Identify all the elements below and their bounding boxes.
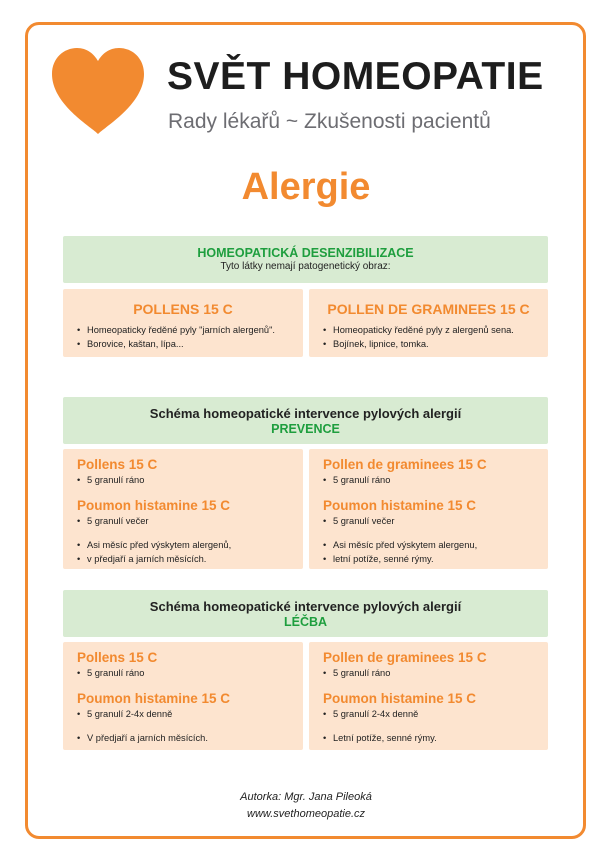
dose-list — [77, 514, 303, 528]
dose-item: • 5 granulí ráno — [77, 666, 303, 680]
dose-list — [323, 514, 548, 528]
footer-url[interactable]: www.svethomeopatie.cz — [247, 808, 365, 820]
footer-author: Autorka: Mgr. Jana Pileoká — [240, 791, 372, 803]
dose-list — [77, 666, 303, 680]
desensitization-subtitle: Tyto látky nemají patogenetický obraz: — [220, 261, 391, 272]
note-item: • v předjaří a jarních měsících. — [77, 552, 303, 566]
drug-name: Pollen de graminees 15 C — [323, 457, 487, 472]
notes-list — [323, 731, 548, 745]
note-item: • Asi měsíc před výskytem alergenu, — [323, 538, 548, 552]
notes-list — [77, 538, 303, 566]
card-bullets — [77, 323, 303, 351]
treatment-card-pollens — [63, 642, 303, 750]
dose-item: • 5 granulí 2-4x denně — [77, 707, 303, 721]
drug-name: Poumon histamine 15 C — [77, 691, 231, 706]
drug-name: Poumon histamine 15 C — [77, 498, 231, 513]
page-title: Alergie — [241, 166, 371, 208]
dose-list — [323, 473, 548, 487]
prevention-card-pollens — [63, 449, 303, 569]
card-title: POLLENS 15 C — [133, 301, 233, 317]
note-item: • Letní potíže, senné rýmy. — [323, 731, 548, 745]
bullet-item: • Homeopaticky ředěné pyly "jarních alergenů". — [77, 323, 303, 337]
brand-subtitle: Rady lékařů ~ Zkušenosti pacientů — [168, 110, 491, 133]
prevention-label: PREVENCE — [271, 422, 340, 436]
dose-item: • 5 granulí ráno — [323, 473, 548, 487]
note-item: • Asi měsíc před výskytem alergenů, — [77, 538, 303, 552]
note-item: • V předjaří a jarních měsících. — [77, 731, 303, 745]
dose-item: • 5 granulí večer — [323, 514, 548, 528]
desensitization-card-graminees — [309, 289, 548, 357]
dose-item: • 5 granulí ráno — [77, 473, 303, 487]
notes-list — [77, 731, 303, 745]
treatment-label: LÉČBA — [283, 615, 328, 629]
prevention-header — [63, 397, 548, 444]
desensitization-title: HOMEOPATICKÁ DESENZIBILIZACE — [197, 246, 414, 260]
drug-name: Pollens 15 C — [77, 457, 158, 472]
bullet-item: • Bojínek, lipnice, tomka. — [323, 337, 548, 351]
dose-list — [323, 707, 548, 721]
dose-list — [77, 473, 303, 487]
drug-name: Poumon histamine 15 C — [323, 691, 477, 706]
notes-list — [323, 538, 548, 566]
dose-item: • 5 granulí večer — [77, 514, 303, 528]
desensitization-card-pollens — [63, 289, 303, 357]
treatment-card-graminees — [309, 642, 548, 750]
brand-title: SVĚT HOMEOPATIE — [167, 55, 544, 98]
prevention-title: Schéma homeopatické intervence pylových alergií — [149, 406, 462, 421]
note-item: • letní potíže, senné rýmy. — [323, 552, 548, 566]
bullet-item: • Borovice, kaštan, lípa... — [77, 337, 303, 351]
treatment-header — [63, 590, 548, 637]
card-title: POLLEN DE GRAMINEES 15 C — [327, 301, 530, 317]
treatment-title: Schéma homeopatické intervence pylových alergií — [149, 599, 462, 614]
drug-name: Pollen de graminees 15 C — [323, 650, 487, 665]
prevention-card-graminees — [309, 449, 548, 569]
drug-name: Poumon histamine 15 C — [323, 498, 477, 513]
dose-item: • 5 granulí ráno — [323, 666, 548, 680]
drug-name: Pollens 15 C — [77, 650, 158, 665]
dose-list — [77, 707, 303, 721]
bullet-item: • Homeopaticky ředěné pyly z alergenů sena. — [323, 323, 548, 337]
dose-item: • 5 granulí 2-4x denně — [323, 707, 548, 721]
heart-icon — [50, 46, 146, 136]
card-bullets — [323, 323, 548, 351]
dose-list — [323, 666, 548, 680]
desensitization-header — [63, 236, 548, 283]
